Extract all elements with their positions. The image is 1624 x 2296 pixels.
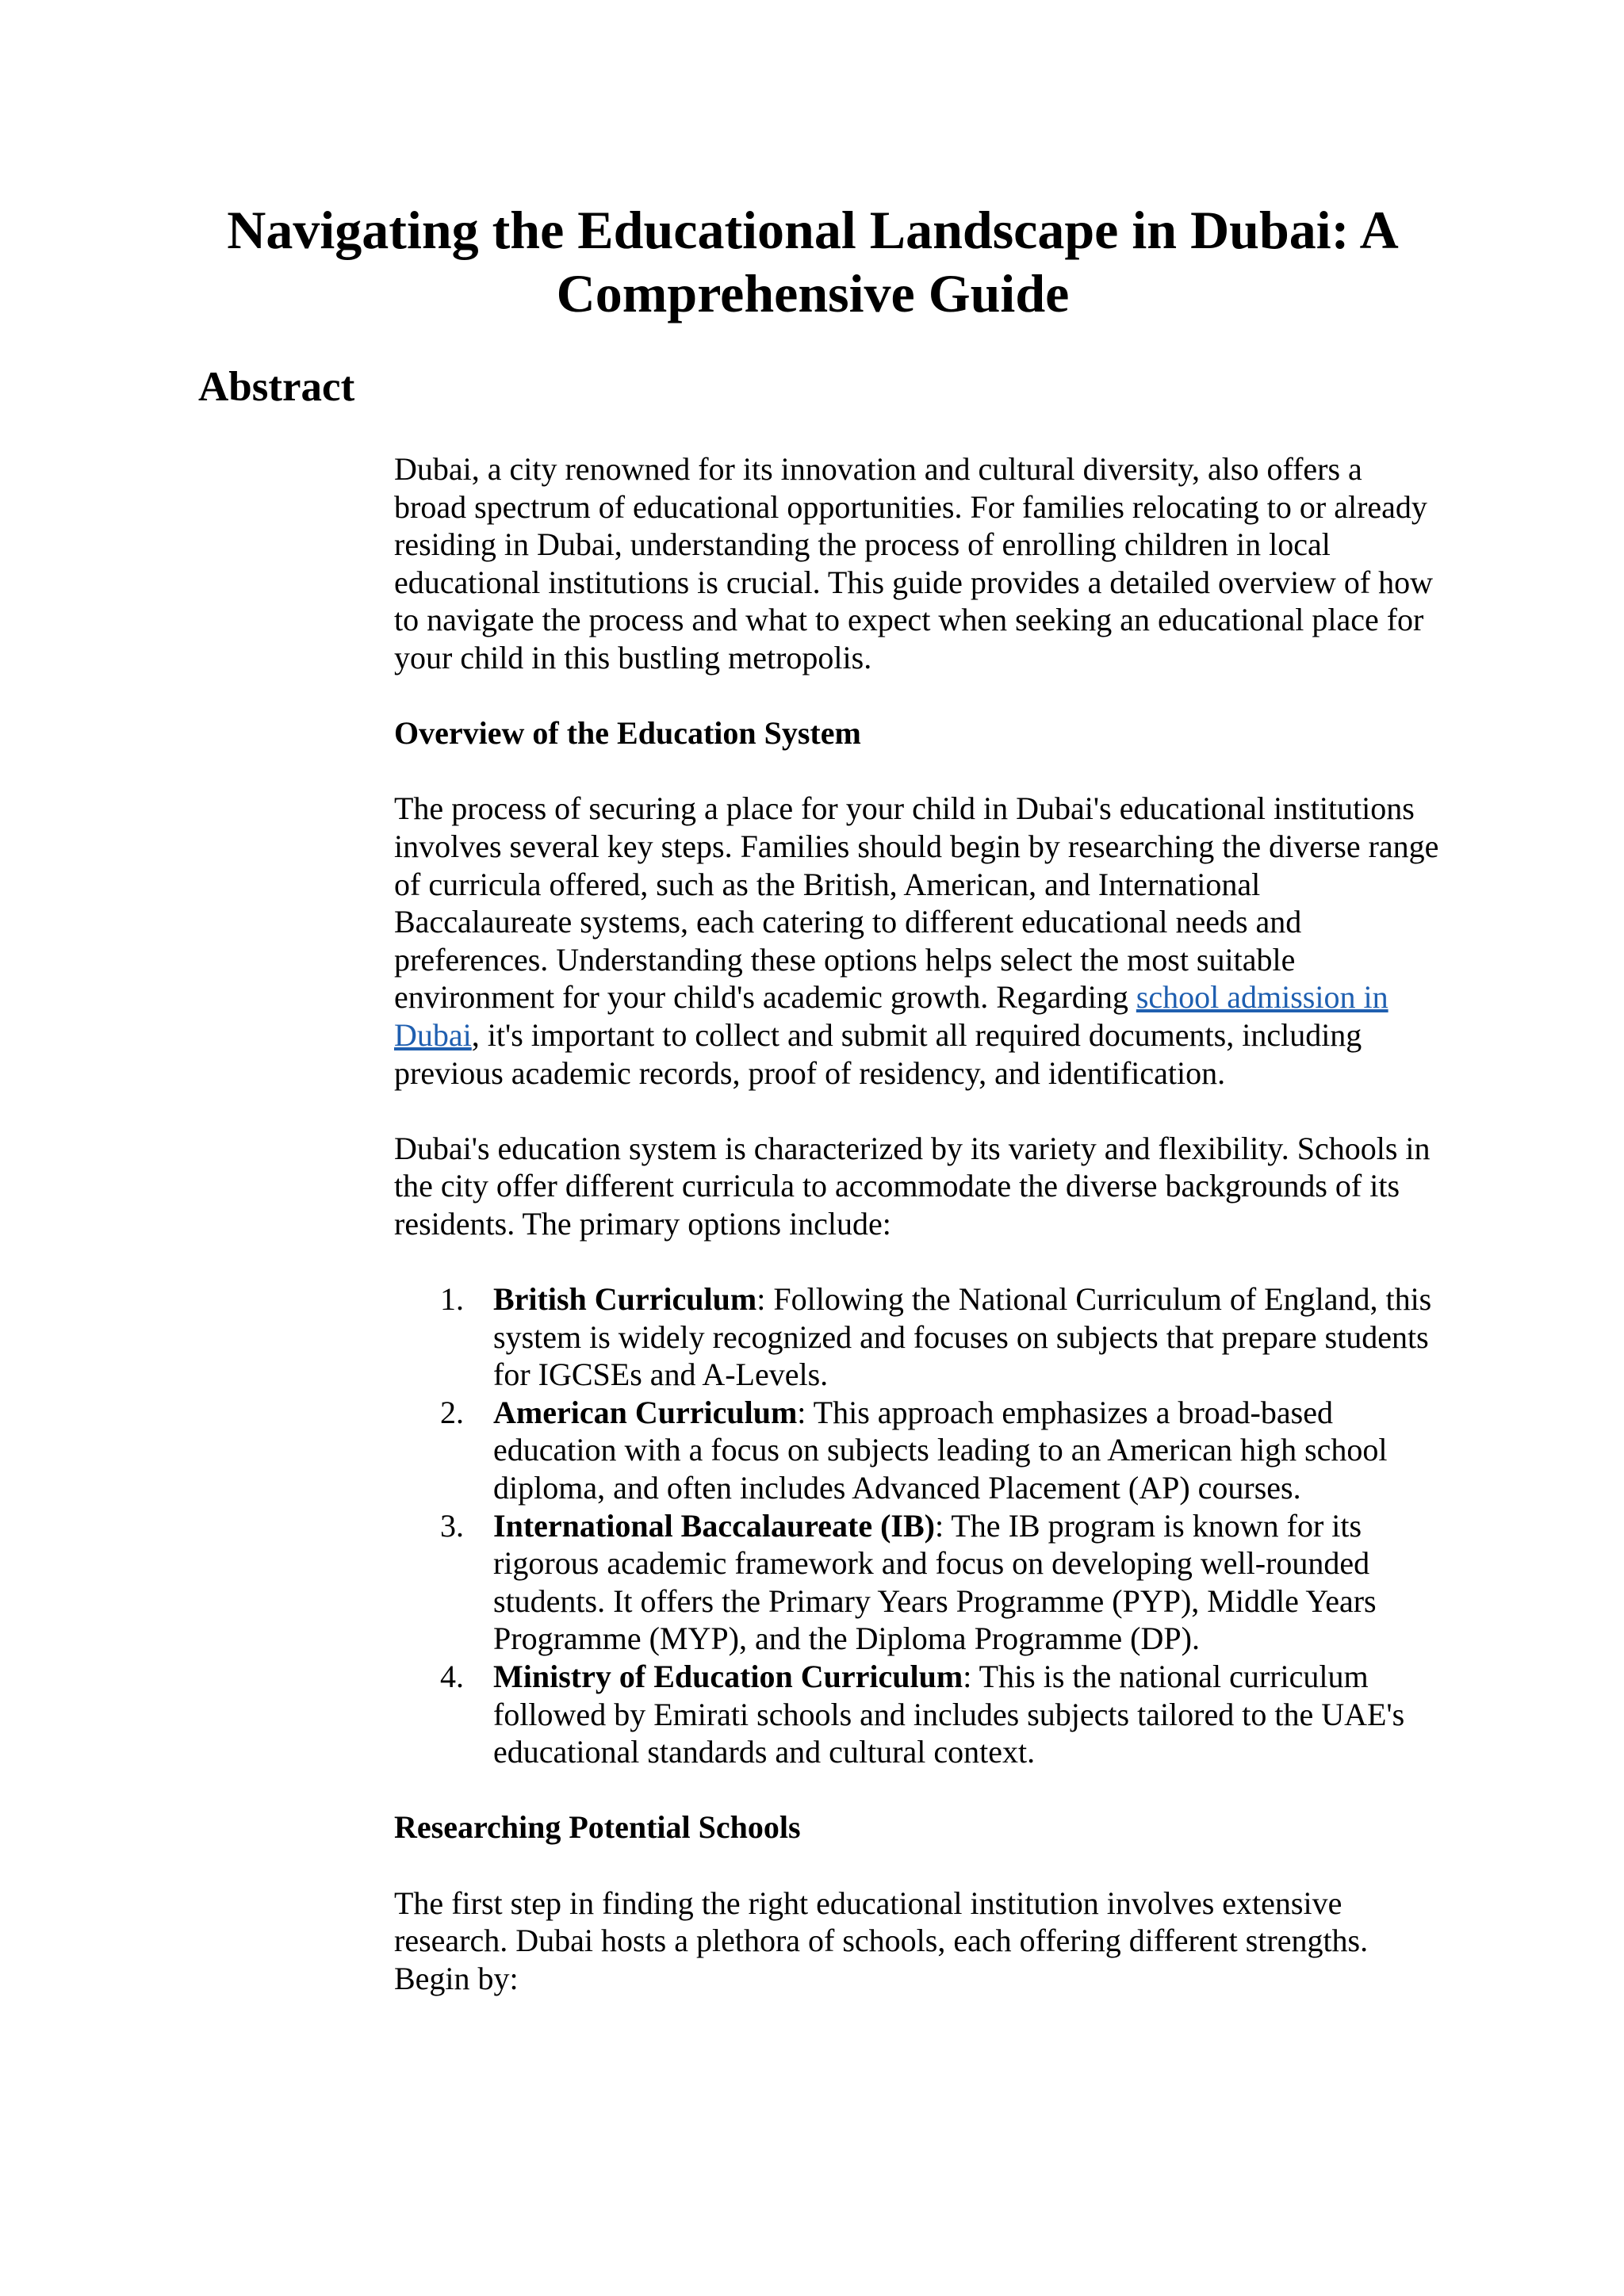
curricula-list [394,1280,1441,1771]
process-text-after-link: , it's important to collect and submit all required documents, including previous academic records, proof of residency, and identification. [394,1016,1362,1091]
overview-heading: Overview of the Education System [394,715,861,752]
list-number: 2. [440,1394,464,1430]
abstract-paragraph: Dubai, a city renowned for its innovation and cultural diversity, also offers a broad spectrum of educational opportunities. For families relocating to or already residing in Dubai, understanding the process of enrolling children in local educational institutions is crucial. This guide provides a detailed overview of how to navigate the process and what to expect when seeking an educational place for your child in this bustling metropolis. [394,451,1434,675]
list-number: 4. [440,1659,464,1694]
process-paragraph [394,790,1441,1092]
process-text-before-link: The process of securing a place for your child in Dubai's educational institutions involves several key steps. Families should begin by researching the diverse range of curricula offered, such as the British, American, and International Baccalaureate systems, each catering to different educational needs and preferences. Understanding these options helps select the most suitable environment for your child's academic growth. Regarding [394,790,1439,1016]
list-item-american [394,1394,1441,1507]
curriculum-name: American Curriculum [493,1394,798,1430]
research-heading: Researching Potential Schools [394,1809,801,1846]
abstract-body [394,450,1441,2035]
curriculum-description: : This is the national curriculum followed by Emirati schools and includes subjects tailored to the UAE's educational standards and cultural context. [493,1659,1405,1770]
list-item-ib [394,1507,1441,1658]
curriculum-description: : Following the National Curriculum of England, this system is widely recognized and focuses on subjects that prepare students for IGCSEs and A-Levels. [493,1281,1432,1393]
list-number: 3. [440,1507,464,1544]
curriculum-name: Ministry of Education Curriculum [493,1659,963,1694]
curriculum-name: British Curriculum [493,1281,757,1318]
page-title: Navigating the Educational Landscape in Dubai: A Comprehensive Guide [227,200,1399,323]
list-item-british [394,1280,1441,1394]
curriculum-description: : The IB program is known for its rigorous academic framework and focus on developing well-rounded students. It offers the Primary Years Programme (PYP), Middle Years Programme (MYP), and the Diploma Programme (DP). [493,1507,1377,1657]
school-admission-link[interactable]: school admission in Dubai [394,979,1388,1053]
research-paragraph: The first step in finding the right educational institution involves extensive research. Dubai hosts a plethora of schools, each offering different strengths. Begin by: [394,1885,1369,1996]
curriculum-description: : This approach emphasizes a broad-based education with a focus on subjects leading to an American high school diploma, and often includes Advanced Placement (AP) courses. [493,1394,1388,1506]
list-number: 1. [440,1281,464,1318]
system-paragraph: Dubai's education system is characterized by its variety and flexibility. Schools in the city offer different curricula to accommodate the diverse backgrounds of its residents. The primary options include: [394,1130,1431,1242]
abstract-heading: Abstract [198,364,355,410]
list-item-ministry [394,1658,1441,1771]
curriculum-name: International Baccalaureate (IB) [493,1507,935,1544]
